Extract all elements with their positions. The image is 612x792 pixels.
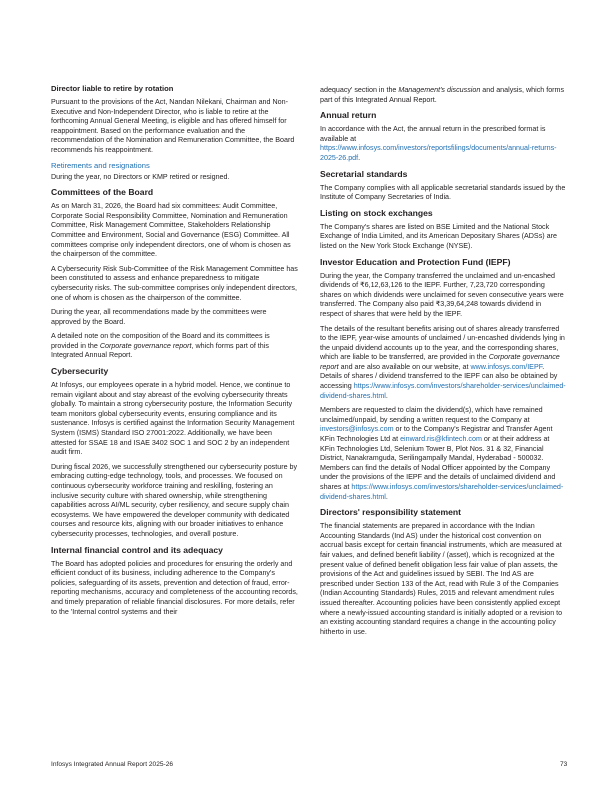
document-reference: Management's discussion [398,86,481,94]
left-column [51,84,298,622]
iepf-website-link[interactable]: www.infosys.com/IEPF [470,362,543,371]
heading-listing: Listing on stock exchanges [320,207,433,218]
paragraph: The Company complies with all applicable secretarial standards issued by the Institute of Company Secretaries of India. [320,183,566,202]
text-run: In accordance with the Act, the annual return in the prescribed format is available at [320,125,546,143]
paragraph: The Company's shares are listed on BSE Limited and the National Stock Exchange of India Limited, and its American Depositary Shares (ADSs) are listed on the New York Stock Exchange (NYSE). [320,222,557,250]
paragraph: During the year, no Directors or KMP retired or resigned. [51,172,230,181]
section-secretarial [320,169,566,203]
section-committees [51,187,298,361]
document-reference: Corporate governance report [320,353,560,371]
text-run: A detailed note on the composition of the Board and its committees is provided in the [51,332,270,350]
section-director-rotation [51,84,298,156]
text-run: Members are requested to claim the dividend(s), which have remained unclaimed/unpaid, by sending a written request to the Company at [320,406,543,424]
paragraph: During the year, all recommendations made by the committees were approved by the Board. [51,308,267,326]
heading-secretarial: Secretarial standards [320,168,408,179]
paragraph: The Board has adopted policies and procedures for ensuring the orderly and efficient conduct of its business, including adherence to the Company's policies, safeguarding of its assets, prevention and detection of fraud, error-reporting mechanisms, accuracy and completeness of the accounting records, and timely preparation of reliable financial disclosures. For more details, refer to the 'Internal control systems and their [51,559,298,616]
paragraph [320,125,566,163]
text-run: or to the Company's Registrar and Transfer Agent KFin Technologies Ltd at [320,425,553,444]
unclaimed-dividend-link[interactable]: https://www.infosys.com/investors/shareholder-services/unclaimed-dividend-shares.html [320,382,566,400]
paragraph: During fiscal 2026, we successfully strengthened our cybersecurity posture by embracing cutting-edge technology, tools, and processes. We focused on continuous cybersecurity workforce training and reskilling, fostering an inclusive security culture with shared ownership, while strengthening capabilities across AI/ML security, cyber resiliency, and secure supply chain ecosystems. We have empowered the developer community with dedicated courses and resource kits, aligning with our broader initiatives to enhance cybersecurity processes, technologies, and overall posture. [51,462,298,538]
text-run: and are also available on our website, at [338,362,471,371]
section-directors-responsibility [320,507,566,637]
heading-retirements: Retirements and resignations [51,160,150,170]
text-run: adequacy' section in the [320,86,399,94]
section-internal-control [51,545,298,618]
kfintech-email-link[interactable]: einward.ris@kfintech.com [400,435,482,444]
unclaimed-shares-link[interactable]: https://www.infosys.com/investors/shareholder-services/unclaimed-dividend-shares.html [320,483,564,501]
heading-cybersecurity: Cybersecurity [51,366,109,377]
heading-internal-control: Internal financial control and its adequacy [51,544,223,555]
paragraph: Pursuant to the provisions of the Act, Nandan Nilekani, Chairman and Non-Executive and Non-Independent Director, who is liable to retire at the forthcoming Annual General Meeting, is eligible and has offered himself for reappointment. Based on the performance evaluation and the recommendation of the Nomination and Remuneration Committee, the Board recommends his reappointment. [51,98,295,154]
section-listing [320,208,566,252]
paragraph: During the year, the Company transferred the unclaimed and un-encashed dividends of ₹6,12,63,126 to the IEPF. Further, 7,23,720 corresponding shares on which dividends were unclaimed for seven consecutive years were transferred. The Company also paid ₹3,39,64,248 towards dividend in respect of shares that were held by the IEPF. [320,271,564,318]
text-run: . [385,391,388,400]
paragraph [51,332,298,361]
text-run: and analysis, which forms part of this Integrated Annual Report. [320,86,565,104]
section-annual-return [320,110,566,163]
section-retirements [51,161,298,183]
footer-report-title: Infosys Integrated Annual Report 2025-26 [51,761,174,768]
paragraph [320,325,566,402]
heading-director-rotation: Director liable to retire by rotation [51,84,174,93]
right-column [320,86,566,642]
text-run: . Details of shares / dividend transferred to the IEPF can also be obtained by accessing [320,362,558,391]
heading-annual-return: Annual return [320,110,377,121]
paragraph: The financial statements are prepared in accordance with the Indian Accounting Standards (Ind AS) under the historical cost convention on accrual basis except for certain financial instruments, which are measured at fair values, and defined benefit liability / (asset), which is recognized at the present value of defined benefit obligation less fair value of plan assets, the provisions of the Act and guidelines issued by SEBI. The Ind AS are prescribed under Section 133 of the Act, read with Rule 3 of the Companies (Indian Accounting Standards) Rules, 2015 and relevant amendment rules issued thereafter. Accounting policies have been consistently applied except where a newly-issued accounting standard is initially adopted or a revision to an existing accounting standard requires a change in the accounting policy hitherto in use. [320,522,563,636]
text-run: or at their address at KFin Technologies Ltd, Selenium Tower B, Plot Nos. 31 & 32, Financial District, Nanakramguda, Serilingampally Mandal, Hyderabad - 500032. Members can find the details of Nodal Officer appointed by the Company under the provisions of the IEPF and the details of unclaimed dividend and shares at [320,435,556,491]
heading-committees: Committees of the Board [51,187,154,198]
text-run: The details of the resultant benefits arising out of shares already transferred to the IEPF, year-wise amounts of unclaimed / un-encashed dividends lying in the unpaid dividend accounts up to the year, and the corresponding shares, which are liable to be transferred, are provided in the [320,324,565,362]
text-run: . [385,492,388,501]
text-run: , which forms part of this Integrated Annual Report. [51,341,269,360]
paragraph-continuation [320,86,566,105]
paragraph [320,406,566,502]
document-reference: Corporate governance report [99,341,192,350]
paragraph: At Infosys, our employees operate in a hybrid model. Hence, we continue to remain vigilant about and stay abreast of the evolving cybersecurity threats globally. To maintain a strong cybersecurity posture, the Information Security team monitors global cybersecurity events, ensuring compliance and its sustenance. Infosys is certified against the Information Security Management System (ISMS) Standard ISO 27001:2022. Additionally, we have been attested for SSAE 18 and ISAE 3402 SOC 1 and SOC 2 by an independent audit firm. [51,381,295,457]
section-cybersecurity [51,366,298,540]
annual-return-link[interactable]: https://www.infosys.com/investors/reportsfilings/documents/annual-returns-2025-26.pdf [320,144,557,162]
section-iepf [320,257,566,503]
heading-iepf: Investor Education and Protection Fund (IEPF) [320,256,511,267]
heading-directors-responsibility: Directors' responsibility statement [320,507,462,518]
footer-page-number: 73 [560,761,568,768]
paragraph: A Cybersecurity Risk Sub-Committee of the Risk Management Committee has been constituted to assess and enhance preparedness to mitigate cybersecurity risks. The sub-committee comprises only independent directors, one of whom is chosen as the chairperson of the committee. [51,264,298,302]
paragraph: As on March 31, 2026, the Board had six committees: Audit Committee, Corporate Social Responsibility Committee, Nomination and Remuneration Committee, Risk Management Committee, Stakeholders Relationship Committee and Environment, Social and Governance (ESG) Committee. All committees comprise only independent directors, one of whom is chosen as the chairperson of the committee. [51,202,291,259]
text-run: . [358,153,361,162]
investors-email-link[interactable]: investors@infosys.com [320,425,394,434]
